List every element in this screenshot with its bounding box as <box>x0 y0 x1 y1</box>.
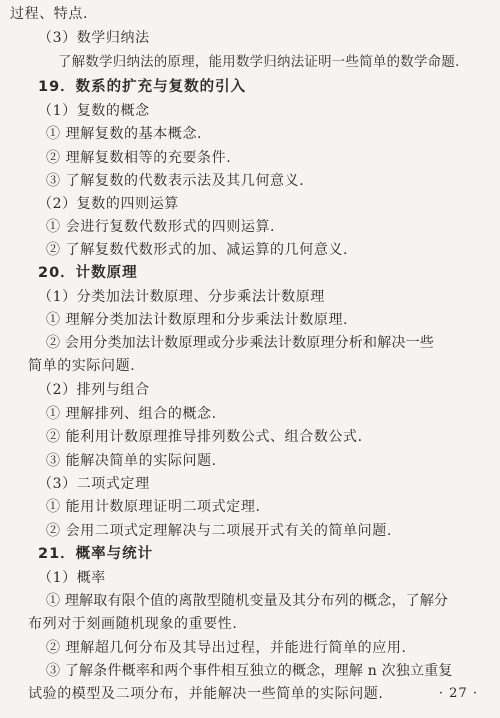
subsection-title: （3）数学归纳法 <box>38 30 150 46</box>
list-item: ② 能利用计数原理推导排列数公式、组合数公式. <box>46 429 363 445</box>
list-item: ① 会进行复数代数形式的四则运算. <box>46 219 276 235</box>
list-item: ① 理解取有限个值的离散型随机变量及其分布列的概念，了解分 <box>46 593 449 609</box>
subsection-title: （3）二项式定理 <box>38 476 150 492</box>
list-item: ③ 了解条件概率和两个事件相互独立的概念，理解 n 次独立重复 <box>46 663 453 679</box>
list-item: ② 理解超几何分布及其导出过程，并能进行简单的应用. <box>46 640 407 656</box>
subsection-title: （2）排列与组合 <box>38 382 150 398</box>
list-item: ① 理解复数的基本概念. <box>46 126 203 142</box>
list-item: ② 了解复数代数形式的加、减运算的几何意义. <box>46 242 349 258</box>
subsection-title: （1）复数的概念 <box>38 103 150 119</box>
subsection-title: （2）复数的四则运算 <box>38 196 179 212</box>
list-item: ③ 了解复数的代数表示法及其几何意义. <box>46 173 305 189</box>
subsection-title: （1）概率 <box>38 570 106 586</box>
list-item: ② 会用分类加法计数原理或分步乘法计数原理分析和解决一些 <box>46 335 435 351</box>
section-heading: 21．概率与统计 <box>38 546 154 562</box>
text-line: 简单的实际问题. <box>28 358 136 374</box>
section-heading: 20．计数原理 <box>38 265 138 281</box>
page-number: · 27 · <box>438 686 478 701</box>
text-line: 了解数学归纳法的原理，能用数学归纳法证明一些简单的数学命题. <box>58 55 460 70</box>
subsection-title: （1）分类加法计数原理、分步乘法计数原理 <box>38 289 325 305</box>
text-line: 试验的模型及二项分布，并能解决一些简单的实际问题. <box>28 686 384 702</box>
list-item: ① 理解分类加法计数原理和分步乘法计数原理. <box>46 312 349 328</box>
section-heading: 19．数系的扩充与复数的引入 <box>38 79 247 95</box>
text-line: 布列对于刻画随机现象的重要性. <box>28 616 238 632</box>
text-line: 过程、特点. <box>10 6 89 22</box>
list-item: ① 能用计数原理证明二项式定理. <box>46 499 261 515</box>
list-item: ③ 能解决简单的实际问题. <box>46 453 217 469</box>
list-item: ② 会用二项式定理解决与二项展开式有关的简单问题. <box>46 523 392 539</box>
list-item: ② 理解复数相等的充要条件. <box>46 150 232 166</box>
list-item: ① 理解排列、组合的概念. <box>46 406 217 422</box>
